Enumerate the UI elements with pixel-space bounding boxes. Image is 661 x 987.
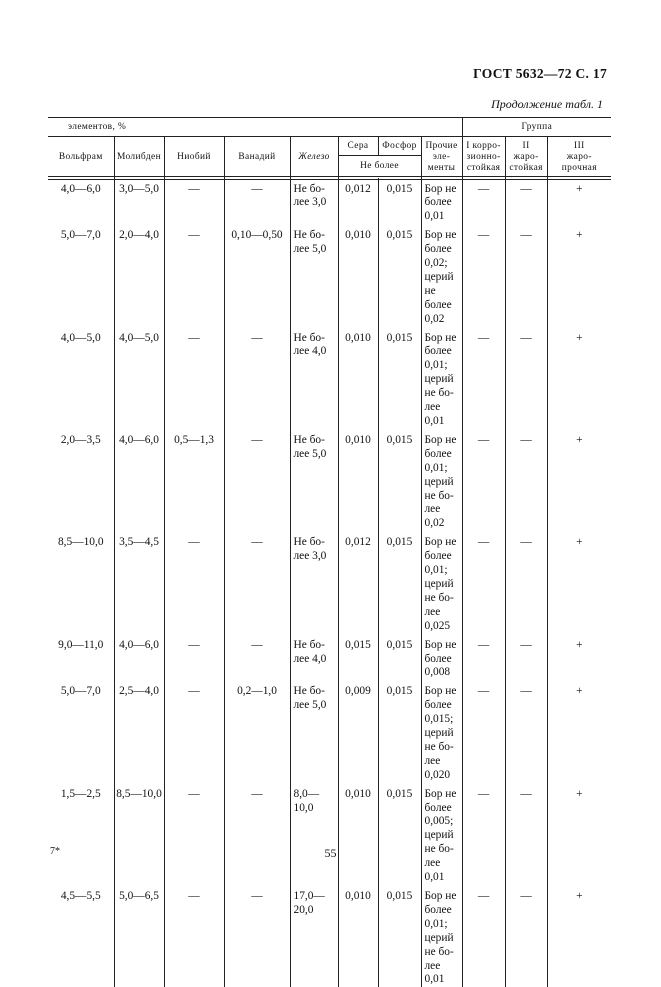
cell-group-1: — [462, 224, 505, 326]
cell-other-elements-line: не бо- [425, 490, 462, 504]
page-header: ГОСТ 5632—72 С. 17 [473, 66, 607, 82]
header-g3-line1: III [548, 141, 612, 152]
cell-other-elements-line: более [425, 904, 462, 918]
cell-other-elements-line: Бор не [425, 229, 462, 243]
cell-group-2: — [505, 531, 547, 633]
cell-other-elements-line: не бо- [425, 592, 462, 606]
cell-other-elements [421, 885, 462, 987]
cell-iron-line: Не бо- [294, 332, 338, 346]
cell-other-elements-line: не бо- [425, 843, 462, 857]
cell-iron-line: 8,0— [294, 788, 338, 802]
table-row [48, 429, 611, 531]
cell-iron [290, 531, 338, 633]
cell-iron-line: лее 4,0 [294, 345, 338, 359]
cell-other-elements-line: 0,01; [425, 564, 462, 578]
cell-other-elements [421, 178, 462, 225]
cell-group-3: + [547, 178, 611, 225]
cell-other-elements-line: не бо- [425, 741, 462, 755]
header-sulfur: Сера [338, 137, 378, 156]
cell-niobium: — [164, 531, 224, 633]
cell-sulfur: 0,010 [338, 224, 378, 326]
cell-other-elements-line: более [425, 299, 462, 313]
header-double-rule-top [48, 176, 611, 177]
cell-iron-line: Не бо- [294, 229, 338, 243]
cell-iron [290, 224, 338, 326]
page-number: 55 [0, 846, 661, 861]
cell-molybdenum: 4,0—6,0 [114, 634, 164, 681]
cell-vanadium: — [224, 178, 290, 225]
cell-niobium: 0,5—1,3 [164, 429, 224, 531]
header-double-rule-bottom [48, 179, 611, 180]
cell-other-elements-line: 0,01 [425, 210, 462, 224]
cell-iron [290, 178, 338, 225]
cell-iron [290, 680, 338, 782]
cell-niobium: — [164, 178, 224, 225]
cell-other-elements-line: более [425, 802, 462, 816]
cell-molybdenum: 4,0—5,0 [114, 327, 164, 429]
cell-iron [290, 634, 338, 681]
table-body [48, 178, 611, 987]
cell-iron-line: Не бо- [294, 183, 338, 197]
cell-phosphorus: 0,015 [378, 885, 421, 987]
cell-other-elements-line: Бор не [425, 639, 462, 653]
cell-sulfur: 0,010 [338, 327, 378, 429]
cell-other-elements-line: лее [425, 606, 462, 620]
cell-molybdenum: 2,5—4,0 [114, 680, 164, 782]
header-other-line1: Прочие [422, 141, 462, 152]
cell-sulfur: 0,010 [338, 783, 378, 885]
cell-iron-line: Не бо- [294, 536, 338, 550]
header-other-line3: менты [422, 163, 462, 174]
cell-group-1: — [462, 680, 505, 782]
header-g3-line3: прочная [548, 163, 612, 174]
header-group-3 [547, 137, 611, 178]
cell-iron-line: Не бо- [294, 639, 338, 653]
cell-phosphorus: 0,015 [378, 783, 421, 885]
cell-iron [290, 429, 338, 531]
header-other-elements [421, 137, 462, 178]
cell-vanadium: — [224, 885, 290, 987]
cell-group-3: + [547, 885, 611, 987]
cell-molybdenum: 3,0—5,0 [114, 178, 164, 225]
header-max-label: Не более [338, 156, 421, 178]
header-g2-line3: стойкая [506, 163, 547, 174]
cell-iron-line: лее 4,0 [294, 653, 338, 667]
cell-group-2: — [505, 429, 547, 531]
cell-group-3: + [547, 783, 611, 885]
cell-iron-line: 20,0 [294, 904, 338, 918]
cell-phosphorus: 0,015 [378, 531, 421, 633]
cell-other-elements-line: церий [425, 578, 462, 592]
cell-iron [290, 885, 338, 987]
cell-iron-line: лее 5,0 [294, 448, 338, 462]
header-g1-line2: зионно- [463, 152, 505, 163]
table-row [48, 327, 611, 429]
cell-group-1: — [462, 531, 505, 633]
cell-molybdenum: 8,5—10,0 [114, 783, 164, 885]
cell-niobium: — [164, 783, 224, 885]
cell-group-1: — [462, 783, 505, 885]
cell-other-elements-line: более [425, 196, 462, 210]
header-vanadium: Ванадий [224, 137, 290, 178]
header-iron: Железо [290, 137, 338, 178]
cell-group-2: — [505, 885, 547, 987]
header-g2-line1: II [506, 141, 547, 152]
cell-other-elements [421, 429, 462, 531]
cell-other-elements-line: 0,020 [425, 769, 462, 783]
cell-niobium: — [164, 680, 224, 782]
cell-vanadium: 0,2—1,0 [224, 680, 290, 782]
cell-molybdenum: 5,0—6,5 [114, 885, 164, 987]
cell-group-3: + [547, 634, 611, 681]
cell-other-elements-line: Бор не [425, 685, 462, 699]
header-group-1 [462, 137, 505, 178]
cell-other-elements-line: более [425, 550, 462, 564]
cell-other-elements-line: 0,01; [425, 462, 462, 476]
cell-vanadium: — [224, 783, 290, 885]
cell-phosphorus: 0,015 [378, 178, 421, 225]
cell-other-elements-line: Бор не [425, 890, 462, 904]
cell-other-elements-line: 0,01 [425, 973, 462, 987]
cell-iron-line: лее 5,0 [294, 243, 338, 257]
cell-other-elements-line: не [425, 285, 462, 299]
cell-other-elements-line: лее [425, 960, 462, 974]
header-molybdenum: Молибден [114, 137, 164, 178]
cell-other-elements-line: более [425, 699, 462, 713]
table-row [48, 224, 611, 326]
table-caption: Продолжение табл. 1 [491, 97, 603, 112]
cell-tungsten: 4,0—5,0 [48, 327, 114, 429]
cell-tungsten: 8,5—10,0 [48, 531, 114, 633]
cell-group-1: — [462, 634, 505, 681]
cell-vanadium: 0,10—0,50 [224, 224, 290, 326]
cell-vanadium: — [224, 327, 290, 429]
cell-group-2: — [505, 783, 547, 885]
cell-group-3: + [547, 531, 611, 633]
table-row [48, 178, 611, 225]
cell-niobium: — [164, 885, 224, 987]
cell-other-elements-line: 0,015; [425, 713, 462, 727]
cell-iron-line: лее 3,0 [294, 550, 338, 564]
cell-phosphorus: 0,015 [378, 327, 421, 429]
cell-group-1: — [462, 885, 505, 987]
cell-group-2: — [505, 178, 547, 225]
cell-other-elements-line: 0,01 [425, 415, 462, 429]
cell-tungsten: 2,0—3,5 [48, 429, 114, 531]
cell-group-3: + [547, 680, 611, 782]
cell-molybdenum: 2,0—4,0 [114, 224, 164, 326]
cell-tungsten: 5,0—7,0 [48, 680, 114, 782]
cell-tungsten: 4,5—5,5 [48, 885, 114, 987]
cell-group-2: — [505, 680, 547, 782]
cell-iron-line: лее 3,0 [294, 196, 338, 210]
cell-vanadium: — [224, 429, 290, 531]
cell-other-elements-line: 0,02 [425, 517, 462, 531]
header-phosphorus: Фосфор [378, 137, 421, 156]
cell-vanadium: — [224, 634, 290, 681]
cell-other-elements-line: не бо- [425, 946, 462, 960]
cell-other-elements-line: 0,01; [425, 359, 462, 373]
cell-other-elements-line: церий [425, 932, 462, 946]
header-elements-label: элементов, % [48, 118, 462, 137]
cell-iron [290, 327, 338, 429]
cell-iron-line: лее 5,0 [294, 699, 338, 713]
header-tungsten: Вольфрам [48, 137, 114, 178]
cell-other-elements [421, 531, 462, 633]
table-row [48, 783, 611, 885]
cell-group-1: — [462, 429, 505, 531]
cell-sulfur: 0,010 [338, 429, 378, 531]
cell-other-elements-line: не бо- [425, 387, 462, 401]
cell-group-2: — [505, 224, 547, 326]
cell-other-elements-line: церий [425, 373, 462, 387]
cell-other-elements-line: Бор не [425, 332, 462, 346]
cell-sulfur: 0,009 [338, 680, 378, 782]
cell-other-elements-line: церий [425, 829, 462, 843]
table-row [48, 634, 611, 681]
cell-niobium: — [164, 327, 224, 429]
cell-other-elements-line: лее [425, 401, 462, 415]
cell-group-1: — [462, 178, 505, 225]
header-g3-line2: жаро- [548, 152, 612, 163]
cell-other-elements [421, 680, 462, 782]
cell-other-elements [421, 783, 462, 885]
cell-tungsten: 4,0—6,0 [48, 178, 114, 225]
cell-other-elements-line: Бор не [425, 536, 462, 550]
cell-other-elements-line: 0,025 [425, 620, 462, 634]
table-row [48, 680, 611, 782]
cell-sulfur: 0,012 [338, 178, 378, 225]
cell-sulfur: 0,015 [338, 634, 378, 681]
cell-other-elements-line: Бор не [425, 788, 462, 802]
cell-other-elements-line: 0,02; [425, 257, 462, 271]
cell-other-elements-line: церий [425, 476, 462, 490]
cell-niobium: — [164, 634, 224, 681]
cell-molybdenum: 3,5—4,5 [114, 531, 164, 633]
cell-group-3: + [547, 327, 611, 429]
table-row [48, 531, 611, 633]
cell-iron-line: 10,0 [294, 802, 338, 816]
header-niobium: Ниобий [164, 137, 224, 178]
composition-table-frame [48, 117, 611, 838]
header-g1-line3: стойкая [463, 163, 505, 174]
cell-tungsten: 9,0—11,0 [48, 634, 114, 681]
cell-group-3: + [547, 429, 611, 531]
cell-other-elements-line: лее [425, 503, 462, 517]
footer-mark: 7* [50, 846, 60, 857]
header-group-label: Группа [462, 118, 611, 137]
cell-phosphorus: 0,015 [378, 634, 421, 681]
header-g2-line2: жаро- [506, 152, 547, 163]
cell-other-elements [421, 224, 462, 326]
cell-other-elements-line: 0,008 [425, 666, 462, 680]
cell-tungsten: 5,0—7,0 [48, 224, 114, 326]
cell-phosphorus: 0,015 [378, 429, 421, 531]
cell-other-elements-line: более [425, 345, 462, 359]
cell-iron [290, 783, 338, 885]
header-other-line2: эле- [422, 152, 462, 163]
header-group-2 [505, 137, 547, 178]
cell-iron-line: Не бо- [294, 434, 338, 448]
cell-other-elements [421, 327, 462, 429]
cell-sulfur: 0,010 [338, 885, 378, 987]
cell-other-elements-line: Бор не [425, 183, 462, 197]
cell-sulfur: 0,012 [338, 531, 378, 633]
cell-other-elements-line: более [425, 653, 462, 667]
cell-phosphorus: 0,015 [378, 224, 421, 326]
header-g1-line1: I корро- [463, 141, 505, 152]
cell-other-elements-line: лее [425, 755, 462, 769]
cell-other-elements-line: церий [425, 727, 462, 741]
cell-niobium: — [164, 224, 224, 326]
cell-phosphorus: 0,015 [378, 680, 421, 782]
cell-other-elements-line: 0,01; [425, 918, 462, 932]
cell-group-2: — [505, 634, 547, 681]
cell-group-3: + [547, 224, 611, 326]
cell-tungsten: 1,5—2,5 [48, 783, 114, 885]
cell-other-elements [421, 634, 462, 681]
cell-other-elements-line: более [425, 448, 462, 462]
cell-iron-line: 17,0— [294, 890, 338, 904]
cell-other-elements-line: 0,02 [425, 313, 462, 327]
cell-group-1: — [462, 327, 505, 429]
cell-group-2: — [505, 327, 547, 429]
cell-other-elements-line: лее [425, 857, 462, 871]
cell-other-elements-line: 0,01 [425, 871, 462, 885]
cell-other-elements-line: церий [425, 271, 462, 285]
cell-other-elements-line: 0,005; [425, 815, 462, 829]
cell-molybdenum: 4,0—6,0 [114, 429, 164, 531]
cell-other-elements-line: более [425, 243, 462, 257]
cell-vanadium: — [224, 531, 290, 633]
cell-iron-line: Не бо- [294, 685, 338, 699]
table-row [48, 885, 611, 987]
cell-other-elements-line: Бор не [425, 434, 462, 448]
